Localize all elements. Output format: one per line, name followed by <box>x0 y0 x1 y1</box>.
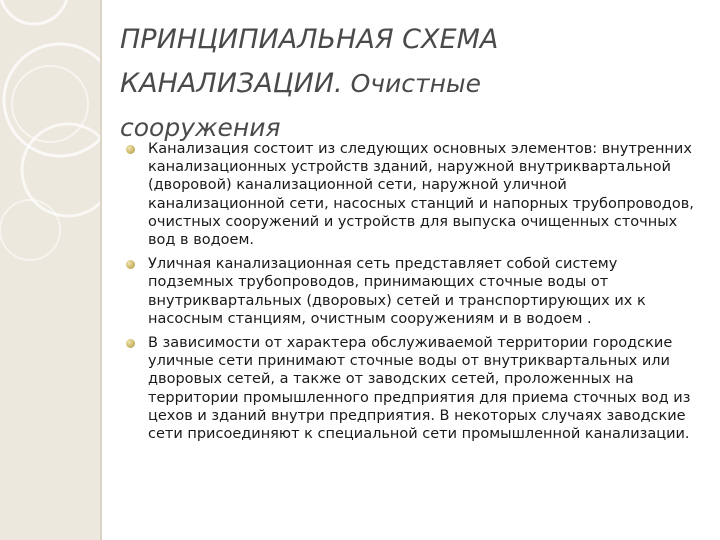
bullet-text: В зависимости от характера обслуживаемой территории городские уличные сети принимают сточные воды от внутриквартальных или дворовых сетей, а также от заводских сетей, проложенных на территории промышленного предприятия для приема сточных вод из цехов и зданий внутри предприятия. В некоторых случаях заводские сети присоединяют к специальной сети промышленной канализации. <box>148 335 691 443</box>
decorative-circles-graphic <box>0 0 100 540</box>
bullet-item <box>126 140 696 249</box>
bullet-item <box>126 334 696 443</box>
bullet-text: Канализация состоит из следующих основных элементов: внутренних канализационных устройств зданий, наружной внутриквартальной (дворовой) канализационной сети, наружной уличной канализационной сети, насосных станций и напорных трубопроводов, очистных сооружений и устройств для выпуска очищенных сточных вод в водоем. <box>148 141 694 249</box>
bullet-text: Уличная канализационная сеть представляет собой систему подземных трубопроводов, принимающих сточные воды от внутриквартальных (дворовых) сетей и транспортирующих их к насосным станциям, очистным сооружениям и в водоем . <box>148 256 646 327</box>
panel-divider <box>100 0 102 540</box>
decorative-side-panel <box>0 0 100 540</box>
bullet-dot-icon <box>126 145 135 154</box>
title-line-2-caps: КАНАЛИЗАЦИИ. <box>120 68 343 99</box>
bullet-dot-icon <box>126 339 135 348</box>
bullet-list <box>126 140 696 449</box>
bullet-dot-icon <box>126 260 135 269</box>
bullet-item <box>126 255 696 328</box>
title-line-1: ПРИНЦИПИАЛЬНАЯ СХЕМА <box>120 24 499 55</box>
title-line-2-rest: Очистные <box>342 69 482 98</box>
slide-title <box>120 18 680 150</box>
title-line-3: сооружения <box>120 113 281 142</box>
